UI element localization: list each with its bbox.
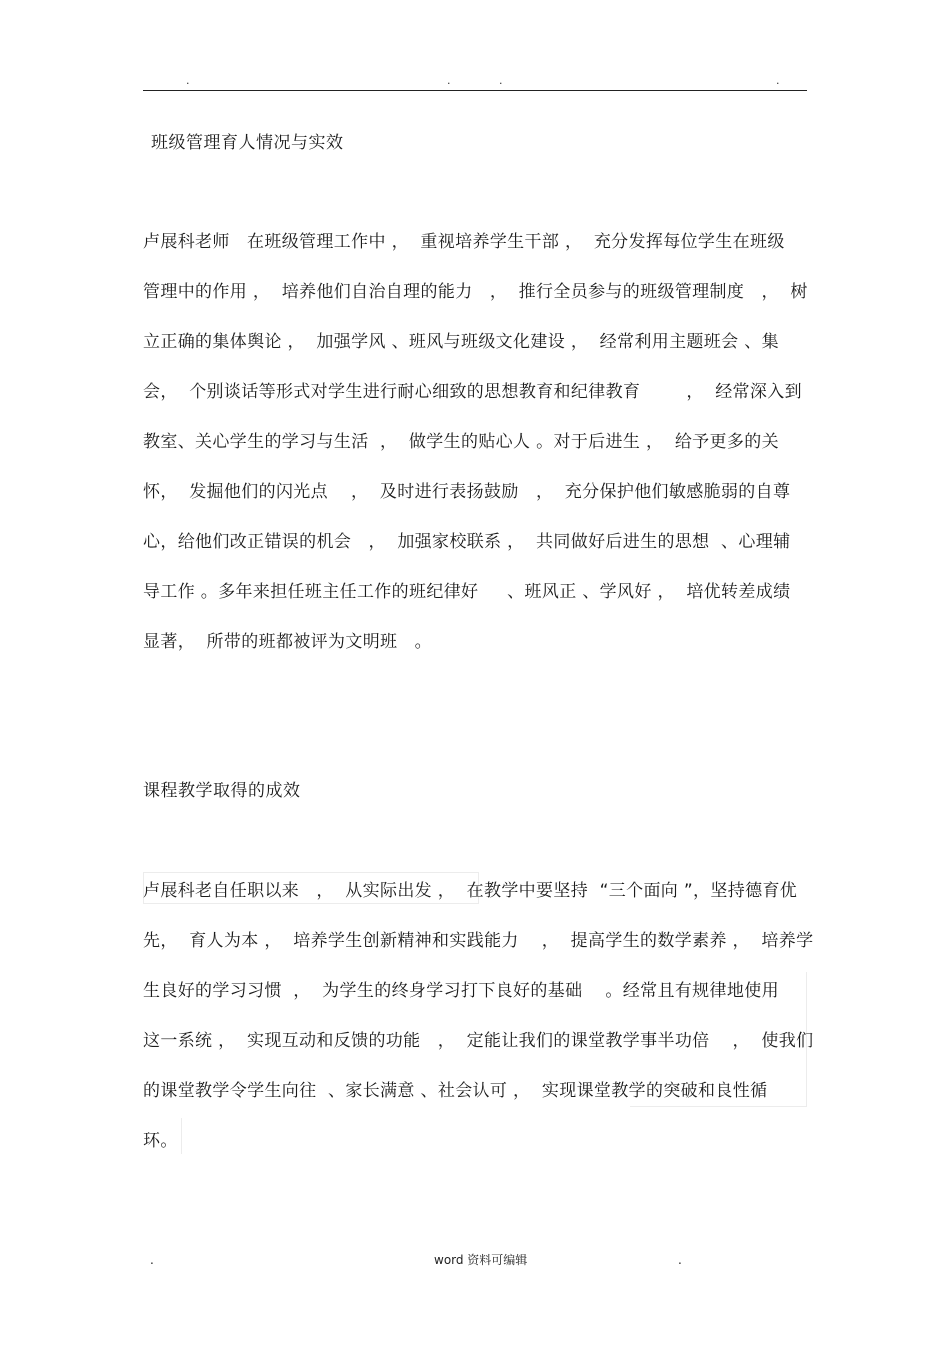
footer-dot: .	[150, 1253, 154, 1267]
header-dot: .	[186, 74, 190, 87]
paragraph-line: 立正确的集体舆论 ， 加强学风 、班风与班级文化建设 ， 经常利用主题班会 、集	[143, 332, 779, 352]
paragraph-line: 显著， 所带的班都被评为文明班 。	[143, 632, 433, 652]
paragraph-line: 心，给他们改正错误的机会 ， 加强家校联系 ， 共同做好后进生的思想 、心理辅	[143, 532, 791, 552]
footer-dot: .	[678, 1253, 682, 1267]
header-rule	[143, 90, 807, 91]
paragraph-line: 卢展科老自任职以来 ， 从实际出发 ， 在教学中要坚持 “三个面向 ”，坚持德育优	[143, 881, 798, 901]
paragraph-class-management	[143, 230, 807, 680]
section-title-class-management: 班级管理育人情况与实效	[151, 133, 344, 153]
paragraph-line: 导工作 。多年来担任班主任工作的班纪律好 、班风正 、学风好 ， 培优转差成绩	[143, 582, 791, 602]
paragraph-line: 环。	[143, 1131, 178, 1151]
paragraph-line: 先， 育人为本 ， 培养学生创新精神和实践能力 ， 提高学生的数学素养 ， 培养学	[143, 931, 814, 951]
paragraph-line: 会， 个别谈话等形式对学生进行耐心细致的思想教育和纪律教育 ， 经常深入到	[143, 382, 802, 402]
page-footer	[143, 1250, 807, 1270]
section-title-teaching-results: 课程教学取得的成效	[143, 781, 301, 801]
header-dot: .	[499, 74, 503, 87]
paragraph-line: 卢展科老师 在班级管理工作中 ， 重视培养学生干部 ， 充分发挥每位学生在班级	[143, 232, 785, 252]
footer-text: word 资料可编辑	[434, 1253, 528, 1267]
paragraph-line: 怀， 发掘他们的闪光点 ， 及时进行表扬鼓励 ， 充分保护他们敏感脆弱的自尊	[143, 482, 791, 502]
paragraph-line: 教室、关心学生的学习与生活 ， 做学生的贴心人 。对于后进生 ， 给予更多的关	[143, 432, 779, 452]
header-dot: .	[447, 74, 451, 87]
paragraph-line: 这一系统 ， 实现互动和反馈的功能 ， 定能让我们的课堂教学事半功倍 ， 使我们	[143, 1031, 814, 1051]
paragraph-teaching-results	[143, 879, 814, 1179]
paragraph-line: 的课堂教学令学生向往 、家长满意 、社会认可 ， 实现课堂教学的突破和良性循	[143, 1081, 768, 1101]
page-header	[143, 74, 807, 88]
paragraph-line: 生良好的学习习惯 ， 为学生的终身学习打下良好的基础 。经常且有规律地使用	[143, 981, 779, 1001]
paragraph-line: 管理中的作用 ， 培养他们自治自理的能力 ， 推行全员参与的班级管理制度 ， 树	[143, 282, 808, 302]
header-dot: .	[776, 74, 780, 87]
